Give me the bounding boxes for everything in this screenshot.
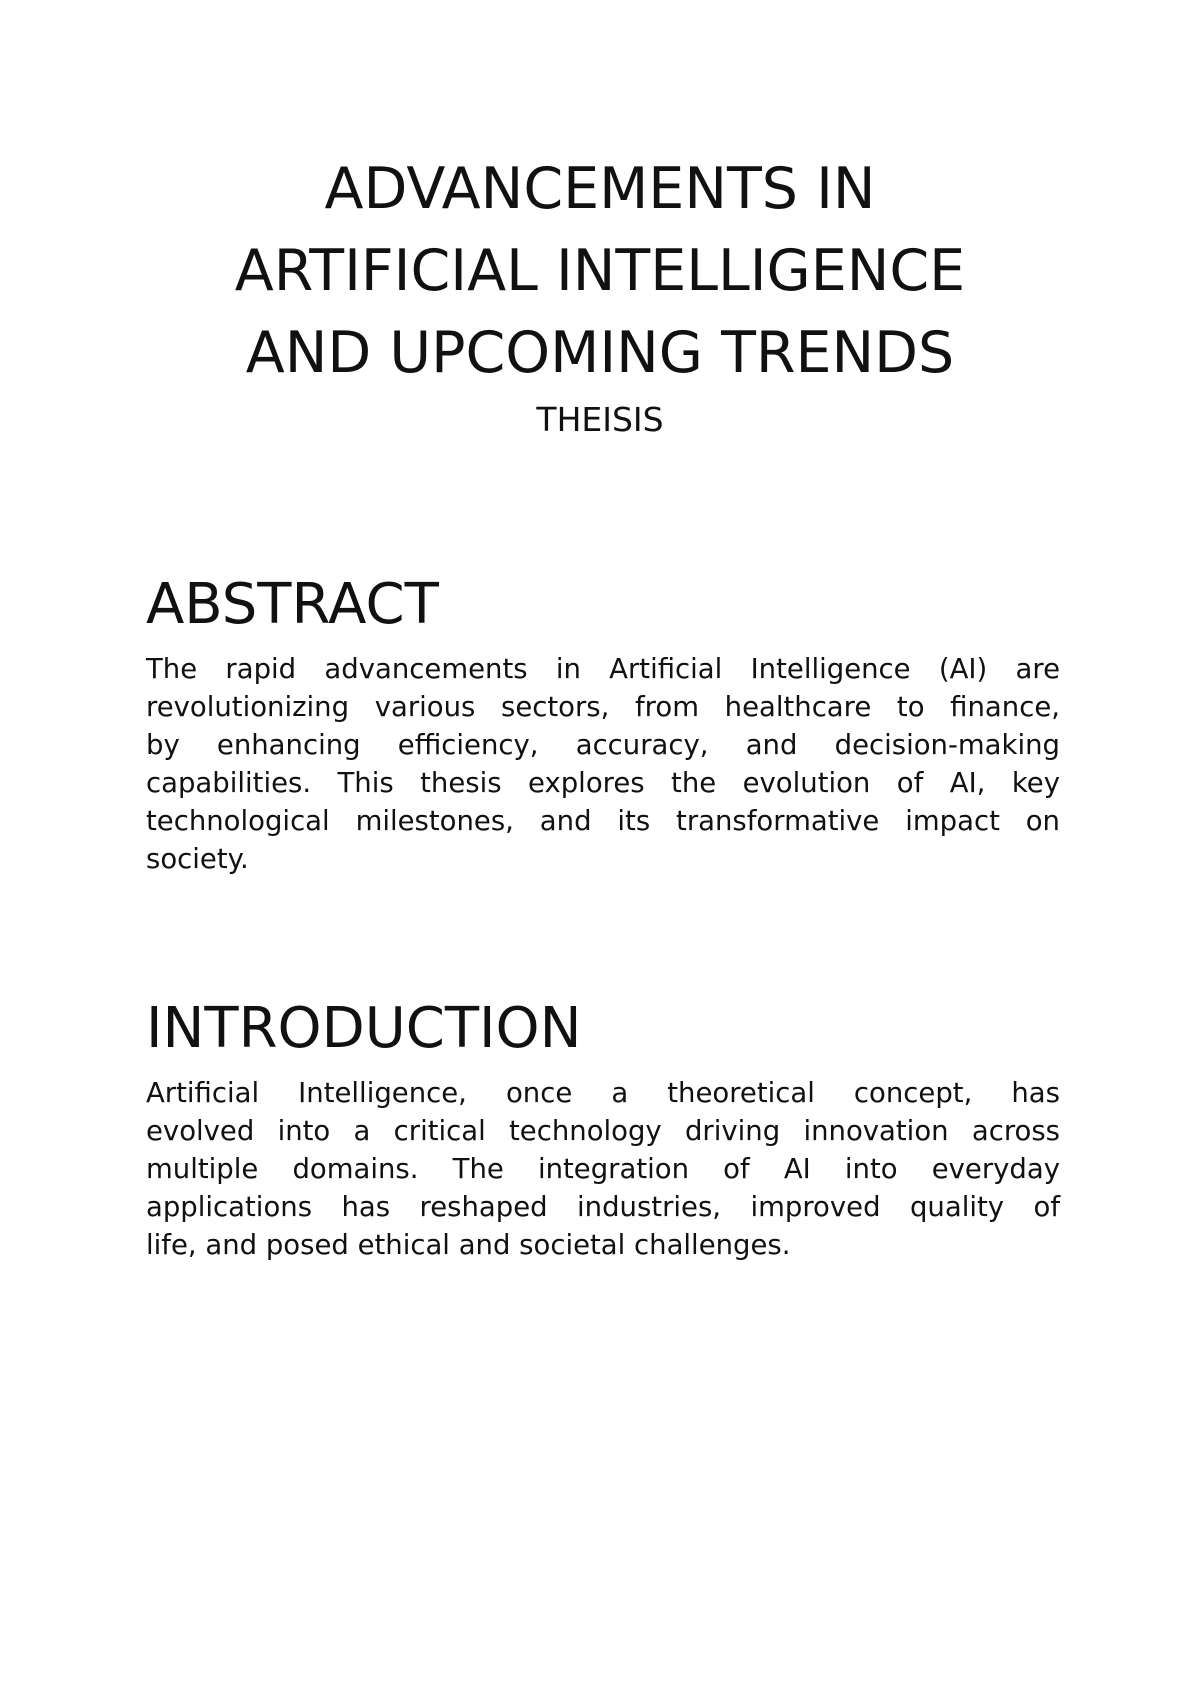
paragraph-line: society.	[146, 843, 249, 875]
title-line: ADVANCEMENTS IN	[324, 156, 876, 222]
abstract-section	[146, 572, 1060, 878]
section-paragraph	[146, 650, 1060, 878]
paragraph-line: life, and posed ethical and societal challenges.	[146, 1229, 791, 1261]
paragraph-line: multiple domains. The integration of AI into everyday	[146, 1153, 1060, 1185]
paragraph-line: technological milestones, and its transformative impact on	[146, 805, 1060, 837]
paragraph-line: capabilities. This thesis explores the evolution of AI, key	[146, 767, 1060, 799]
paragraph-line: evolved into a critical technology driving innovation across	[146, 1115, 1060, 1147]
document-type-label: THEISIS	[536, 400, 664, 439]
paragraph-line: applications has reshaped industries, improved quality of	[146, 1191, 1060, 1223]
title-line: AND UPCOMING TRENDS	[245, 320, 955, 386]
section-paragraph	[146, 1074, 1060, 1264]
paragraph-line: by enhancing efficiency, accuracy, and decision-making	[146, 729, 1060, 761]
introduction-section	[146, 996, 1060, 1264]
paragraph-line: Artificial Intelligence, once a theoretical concept, has	[146, 1077, 1060, 1109]
title-block	[0, 148, 1200, 440]
paragraph-line: revolutionizing various sectors, from healthcare to finance,	[146, 691, 1060, 723]
section-heading: INTRODUCTION	[146, 996, 582, 1061]
section-heading: ABSTRACT	[146, 572, 439, 637]
title-line: ARTIFICIAL INTELLIGENCE	[234, 238, 966, 304]
paragraph-line: The rapid advancements in Artificial Intelligence (AI) are	[146, 653, 1060, 685]
